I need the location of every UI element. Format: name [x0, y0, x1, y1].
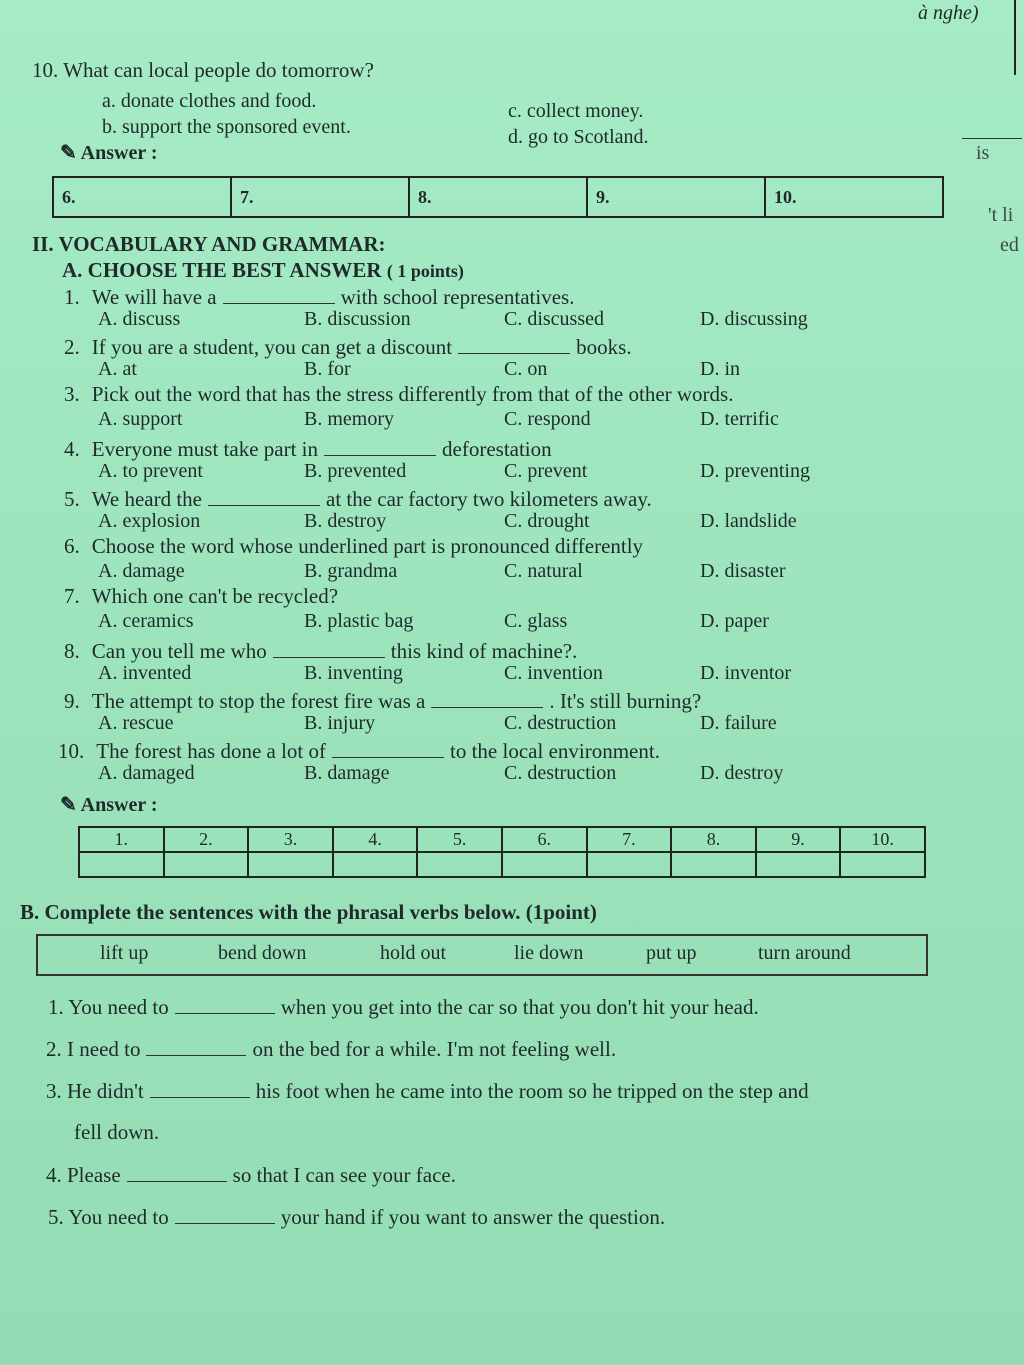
question-text: We will have a: [91, 285, 217, 309]
question-number: 7.: [64, 584, 80, 608]
q10-option-d: d. go to Scotland.: [508, 126, 649, 148]
answer-input-cell[interactable]: [756, 852, 841, 877]
question-4-option-d[interactable]: D. preventing: [700, 460, 810, 482]
q10-option-c: c. collect money.: [508, 100, 644, 122]
answer-number-cell: 1.: [79, 827, 164, 852]
question-text: The attempt to stop the forest fire was a: [91, 689, 426, 713]
question-text: Which one can't be recycled?: [91, 584, 339, 608]
answer-input-cell[interactable]: [417, 852, 502, 877]
phrasal-verb-item: put up: [646, 942, 697, 964]
sentence-text: fell down.: [74, 1120, 160, 1144]
sentence-3: [46, 1076, 809, 1104]
question-5-option-b[interactable]: B. destroy: [304, 510, 387, 532]
question-3-option-d[interactable]: D. terrific: [700, 408, 779, 430]
answer-number-cell: 10.: [840, 827, 925, 852]
answer-number-cell: 4.: [333, 827, 418, 852]
sentence-1: [48, 992, 759, 1020]
answer-number-cell: 5.: [417, 827, 502, 852]
question-8-option-a[interactable]: A. invented: [98, 662, 192, 684]
q10-option-a: a. donate clothes and food.: [102, 90, 317, 112]
answer-input-cell[interactable]: [164, 852, 249, 877]
sentence-2: [46, 1034, 616, 1062]
right-edge-text-2: 't li: [988, 204, 1014, 226]
section-2-title: II. VOCABULARY AND GRAMMAR:: [32, 232, 386, 256]
answer-cell-10[interactable]: 10.: [765, 177, 943, 217]
corner-text: à nghe): [918, 2, 979, 24]
question-text-after: to the local environment.: [450, 739, 660, 763]
question-number: 6.: [64, 534, 80, 558]
phrasal-verb-item: hold out: [380, 942, 447, 964]
sentence-text-after: on the bed for a while. I'm not feeling well.: [252, 1037, 617, 1061]
question-number: 4.: [64, 437, 80, 461]
answer-input-cell[interactable]: [333, 852, 418, 877]
sentence-text: 5. You need to: [48, 1205, 169, 1229]
question-2-option-b[interactable]: B. for: [304, 358, 351, 380]
sentence-text: 2. I need to: [46, 1037, 141, 1061]
question-9-stem: [64, 686, 701, 714]
question-8-stem: [64, 636, 577, 664]
question-text: If you are a student, you can get a discount: [91, 335, 453, 359]
question-10-option-c[interactable]: C. destruction: [504, 762, 617, 784]
question-number: 5.: [64, 487, 80, 511]
question-6-option-a[interactable]: A. damage: [98, 560, 185, 582]
sentence-blank[interactable]: [175, 992, 275, 1014]
question-2-option-c[interactable]: C. on: [504, 358, 548, 380]
question-7-option-c[interactable]: C. glass: [504, 610, 568, 632]
question-8-option-c[interactable]: C. invention: [504, 662, 603, 684]
question-3-option-b[interactable]: B. memory: [304, 408, 394, 430]
question-text-after: . It's still burning?: [549, 689, 702, 713]
question-2-stem: [64, 332, 632, 360]
sentence-blank[interactable]: [127, 1160, 227, 1182]
question-number: 3.: [64, 382, 80, 406]
sentence-5: [46, 1160, 456, 1188]
sentence-text-after: your hand if you want to answer the question.: [280, 1205, 666, 1229]
part-a-points: ( 1 points): [386, 261, 464, 281]
part-b-title: B. Complete the sentences with the phrasal verbs below. (1point): [20, 900, 597, 924]
question-10-option-b[interactable]: B. damage: [304, 762, 390, 784]
question-9-option-c[interactable]: C. destruction: [504, 712, 617, 734]
question-1-option-d[interactable]: D. discussing: [700, 308, 808, 330]
answer-table-1: [52, 176, 944, 218]
answer-blank[interactable]: [324, 434, 436, 456]
question-10-stem: [58, 736, 660, 764]
question-10-option-d[interactable]: D. destroy: [700, 762, 784, 784]
question-number: 1.: [64, 285, 80, 309]
question-4-option-a[interactable]: A. to prevent: [98, 460, 203, 482]
answer-label-2-text: Answer :: [80, 794, 158, 816]
answer-label-2: [60, 792, 158, 817]
answer-number-cell: 6.: [502, 827, 587, 852]
question-text: We heard the: [91, 487, 202, 511]
part-a-title: [62, 258, 464, 283]
right-edge-text-3: ed: [1000, 234, 1019, 256]
question-9-option-a[interactable]: A. rescue: [98, 712, 174, 734]
right-edge-rule: [962, 138, 1022, 139]
question-7-option-a[interactable]: A. ceramics: [98, 610, 194, 632]
right-edge-text-1: is: [976, 142, 990, 164]
question-9-option-d[interactable]: D. failure: [700, 712, 777, 734]
question-6-stem: [64, 534, 643, 559]
answer-input-cell[interactable]: [587, 852, 672, 877]
sentence-text: 3. He didn't: [46, 1079, 144, 1103]
answer-cell-9[interactable]: 9.: [587, 177, 765, 217]
question-1-option-c[interactable]: C. discussed: [504, 308, 604, 330]
question-1-option-b[interactable]: B. discussion: [304, 308, 411, 330]
question-2-option-d[interactable]: D. in: [700, 358, 740, 380]
answer-number-cell: 2.: [164, 827, 249, 852]
sentence-4: [74, 1120, 159, 1145]
question-4-stem: [64, 434, 552, 462]
question-8-option-b[interactable]: B. inventing: [304, 662, 403, 684]
question-3-stem: [64, 382, 733, 407]
question-text-after: deforestation: [442, 437, 552, 461]
question-text-after: at the car factory two kilometers away.: [326, 487, 652, 511]
question-4-option-b[interactable]: B. prevented: [304, 460, 407, 482]
question-6-option-c[interactable]: C. natural: [504, 560, 583, 582]
question-3-option-c[interactable]: C. respond: [504, 408, 591, 430]
question-7-option-d[interactable]: D. paper: [700, 610, 769, 632]
answer-blank[interactable]: [223, 282, 335, 304]
answer-label-1: [60, 140, 158, 165]
sentence-text: 1. You need to: [48, 995, 169, 1019]
answer-blank[interactable]: [431, 686, 543, 708]
question-number: 8.: [64, 639, 80, 663]
answer-input-cell[interactable]: [502, 852, 587, 877]
answer-blank[interactable]: [208, 484, 320, 506]
question-5-option-c[interactable]: C. drought: [504, 510, 590, 532]
answer-input-cell[interactable]: [840, 852, 925, 877]
question-9-option-b[interactable]: B. injury: [304, 712, 376, 734]
answer-number-cell: 7.: [587, 827, 672, 852]
question-6-option-b[interactable]: B. grandma: [304, 560, 398, 582]
answer-cell-6[interactable]: 6.: [53, 177, 231, 217]
question-text-after: with school representatives.: [340, 285, 575, 309]
part-a-title-text: A. CHOOSE THE BEST ANSWER: [62, 258, 382, 282]
answer-label-1-text: Answer :: [80, 142, 158, 164]
question-text: The forest has done a lot of: [96, 739, 327, 763]
page-edge-line: [1014, 0, 1024, 75]
sentence-blank[interactable]: [150, 1076, 250, 1098]
q10-question: 10. What can local people do tomorrow?: [32, 58, 374, 82]
answer-cell-7[interactable]: 7.: [231, 177, 409, 217]
pencil-icon: ✎: [60, 142, 77, 164]
question-text: Choose the word whose underlined part is pronounced differently: [91, 534, 644, 558]
question-7-stem: [64, 584, 338, 609]
sentence-text: 4. Please: [46, 1163, 121, 1187]
question-3-option-a[interactable]: A. support: [98, 408, 183, 430]
question-number: 2.: [64, 335, 80, 359]
sentence-text-after: when you get into the car so that you don't hit your head.: [280, 995, 759, 1019]
phrasal-verb-item: lift up: [100, 942, 149, 964]
question-5-option-a[interactable]: A. explosion: [98, 510, 201, 532]
answer-number-cell: 9.: [756, 827, 841, 852]
answer-number-cell: 3.: [248, 827, 333, 852]
question-number: 9.: [64, 689, 80, 713]
pencil-icon: ✎: [60, 794, 77, 816]
question-5-option-d[interactable]: D. landslide: [700, 510, 797, 532]
sentence-blank[interactable]: [146, 1034, 246, 1056]
answer-input-cell[interactable]: [79, 852, 164, 877]
phrasal-verb-item: lie down: [514, 942, 584, 964]
sentence-text-after: his foot when he came into the room so he tripped on the step and: [255, 1079, 809, 1103]
phrasal-verb-item: bend down: [218, 942, 307, 964]
phrasal-verb-item: turn around: [758, 942, 851, 964]
answer-input-cell[interactable]: [248, 852, 333, 877]
answer-table-2: [78, 826, 926, 878]
question-1-stem: [64, 282, 574, 310]
question-4-option-c[interactable]: C. prevent: [504, 460, 588, 482]
answer-input-cell[interactable]: [671, 852, 756, 877]
sentence-text-after: so that I can see your face.: [232, 1163, 456, 1187]
question-1-option-a[interactable]: A. discuss: [98, 308, 181, 330]
question-8-option-d[interactable]: D. inventor: [700, 662, 792, 684]
sentence-6: [48, 1202, 665, 1230]
question-6-option-d[interactable]: D. disaster: [700, 560, 786, 582]
answer-blank[interactable]: [458, 332, 570, 354]
question-5-stem: [64, 484, 652, 512]
question-text-after: this kind of machine?.: [390, 639, 578, 663]
question-2-option-a[interactable]: A. at: [98, 358, 137, 380]
sentence-blank[interactable]: [175, 1202, 275, 1224]
q10-option-b: b. support the sponsored event.: [102, 116, 351, 138]
answer-blank[interactable]: [332, 736, 444, 758]
question-7-option-b[interactable]: B. plastic bag: [304, 610, 414, 632]
question-text-after: books.: [576, 335, 632, 359]
question-number: 10.: [58, 739, 85, 763]
question-text: Pick out the word that has the stress differently from that of the other words.: [91, 382, 734, 406]
answer-blank[interactable]: [273, 636, 385, 658]
answer-cell-8[interactable]: 8.: [409, 177, 587, 217]
question-text: Can you tell me who: [91, 639, 267, 663]
question-text: Everyone must take part in: [91, 437, 319, 461]
answer-number-cell: 8.: [671, 827, 756, 852]
question-10-option-a[interactable]: A. damaged: [98, 762, 195, 784]
